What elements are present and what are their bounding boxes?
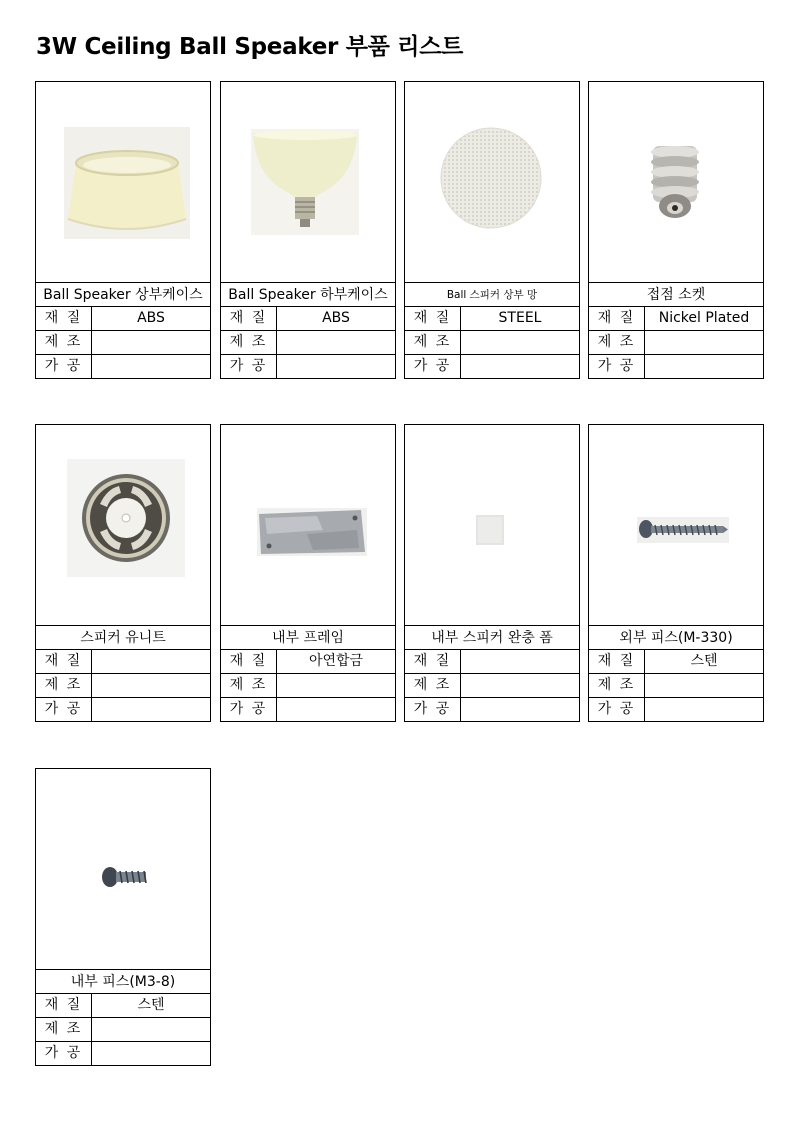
spec-row-manufacture [36,674,210,698]
part-name: 외부 피스(M-330) [589,626,763,650]
spec-value [461,698,579,721]
spec-value [645,674,763,697]
spec-row-material [405,650,579,674]
spec-value: 스텐 [690,653,718,669]
spec-value: ABS [137,310,165,326]
spec-value [92,355,210,378]
spec-value [277,674,395,697]
spec-label: 가 공 [36,1042,92,1065]
part-card-mesh [404,81,580,379]
spec-row-material [36,650,210,674]
spec-label: 가 공 [405,355,461,378]
part-name: 내부 프레임 [221,626,395,650]
spec-value [645,698,763,721]
spec-value [461,650,579,673]
spec-row-material [221,307,395,331]
part-card-lower-case [220,81,396,379]
part-name: Ball 스피커 상부 망 [405,283,579,307]
spec-row-material [405,307,579,331]
spec-label: 가 공 [221,698,277,721]
spec-row-processing [36,355,210,378]
spec-value: ABS [322,310,350,326]
spec-label: 가 공 [589,355,645,378]
spec-value [461,674,579,697]
spec-label: 가 공 [221,355,277,378]
part-photo [405,425,579,626]
part-name: Ball Speaker 상부케이스 [36,283,210,307]
spec-label: 재 질 [589,307,645,330]
spec-value: 스텐 [137,997,165,1013]
spec-row-processing [589,698,763,721]
spec-value [92,650,210,673]
part-photo [36,769,210,970]
spec-value [92,1042,210,1065]
screw-socket-icon [643,140,707,226]
spec-label: 제 조 [36,674,92,697]
spec-value [92,1018,210,1041]
spec-row-manufacture [589,331,763,355]
spec-value: STEEL [498,310,542,326]
spec-label: 재 질 [221,650,277,673]
part-photo [589,82,763,283]
spec-label: 제 조 [405,331,461,354]
part-photo [405,82,579,283]
spec-row-manufacture [221,331,395,355]
part-photo [36,425,210,626]
spec-label: 재 질 [36,650,92,673]
spec-label: 재 질 [405,650,461,673]
spec-row-processing [36,698,210,721]
spec-label: 재 질 [221,307,277,330]
spec-value [645,331,763,354]
part-name: 접점 소켓 [589,283,763,307]
spec-label: 재 질 [36,994,92,1017]
part-card-inner-frame [220,424,396,722]
part-name: 스피커 유니트 [36,626,210,650]
spec-label: 제 조 [221,674,277,697]
part-card-speaker-unit [35,424,211,722]
part-photo [221,425,395,626]
spec-row-manufacture [36,331,210,355]
part-photo [589,425,763,626]
part-name: Ball Speaker 하부케이스 [221,283,395,307]
spec-row-material [221,650,395,674]
part-card-outer-screw [588,424,764,722]
foam-pad-icon [476,515,504,545]
spec-row-manufacture [36,1018,210,1042]
part-name: 내부 스피커 완충 폼 [405,626,579,650]
spec-value [277,355,395,378]
spec-label: 재 질 [589,650,645,673]
spec-row-manufacture [405,331,579,355]
spec-row-material [36,994,210,1018]
part-card-socket [588,81,764,379]
spec-label: 제 조 [405,674,461,697]
spec-label: 제 조 [36,1018,92,1041]
spec-value [461,331,579,354]
short-screw-icon [100,865,150,891]
spec-row-material [589,307,763,331]
spec-row-processing [36,1042,210,1065]
spec-label: 제 조 [589,674,645,697]
metal-frame-icon [257,508,367,556]
spec-label: 가 공 [405,698,461,721]
spec-value [92,674,210,697]
part-photo [36,82,210,283]
page-title: 3W Ceiling Ball Speaker 부품 리스트 [36,34,464,60]
spec-row-processing [221,355,395,378]
mesh-grille-icon [439,126,543,230]
spec-value: Nickel Plated [658,310,750,326]
spec-label: 제 조 [36,331,92,354]
spec-row-material [36,307,210,331]
spec-row-processing [405,355,579,378]
speaker-unit-icon [67,459,185,577]
spec-row-processing [589,355,763,378]
spec-row-processing [405,698,579,721]
part-card-upper-case [35,81,211,379]
long-screw-icon [637,517,729,543]
spec-label: 재 질 [405,307,461,330]
spec-value [92,331,210,354]
spec-row-manufacture [405,674,579,698]
spec-row-manufacture [589,674,763,698]
spec-label: 제 조 [221,331,277,354]
spec-label: 재 질 [36,307,92,330]
spec-label: 제 조 [589,331,645,354]
part-card-inner-screw [35,768,211,1066]
spec-value [461,355,579,378]
lower-case-bulb-icon [251,129,359,235]
spec-row-material [589,650,763,674]
spec-row-manufacture [221,674,395,698]
spec-label: 가 공 [36,355,92,378]
spec-value [645,355,763,378]
part-card-foam [404,424,580,722]
spec-row-processing [221,698,395,721]
spec-value: 아연합금 [308,653,364,669]
part-name: 내부 피스(M3-8) [36,970,210,994]
spec-label: 가 공 [589,698,645,721]
part-photo [221,82,395,283]
spec-value [277,331,395,354]
spec-value [277,698,395,721]
spec-label: 가 공 [36,698,92,721]
spec-value [92,698,210,721]
upper-case-ring-icon [64,127,190,239]
